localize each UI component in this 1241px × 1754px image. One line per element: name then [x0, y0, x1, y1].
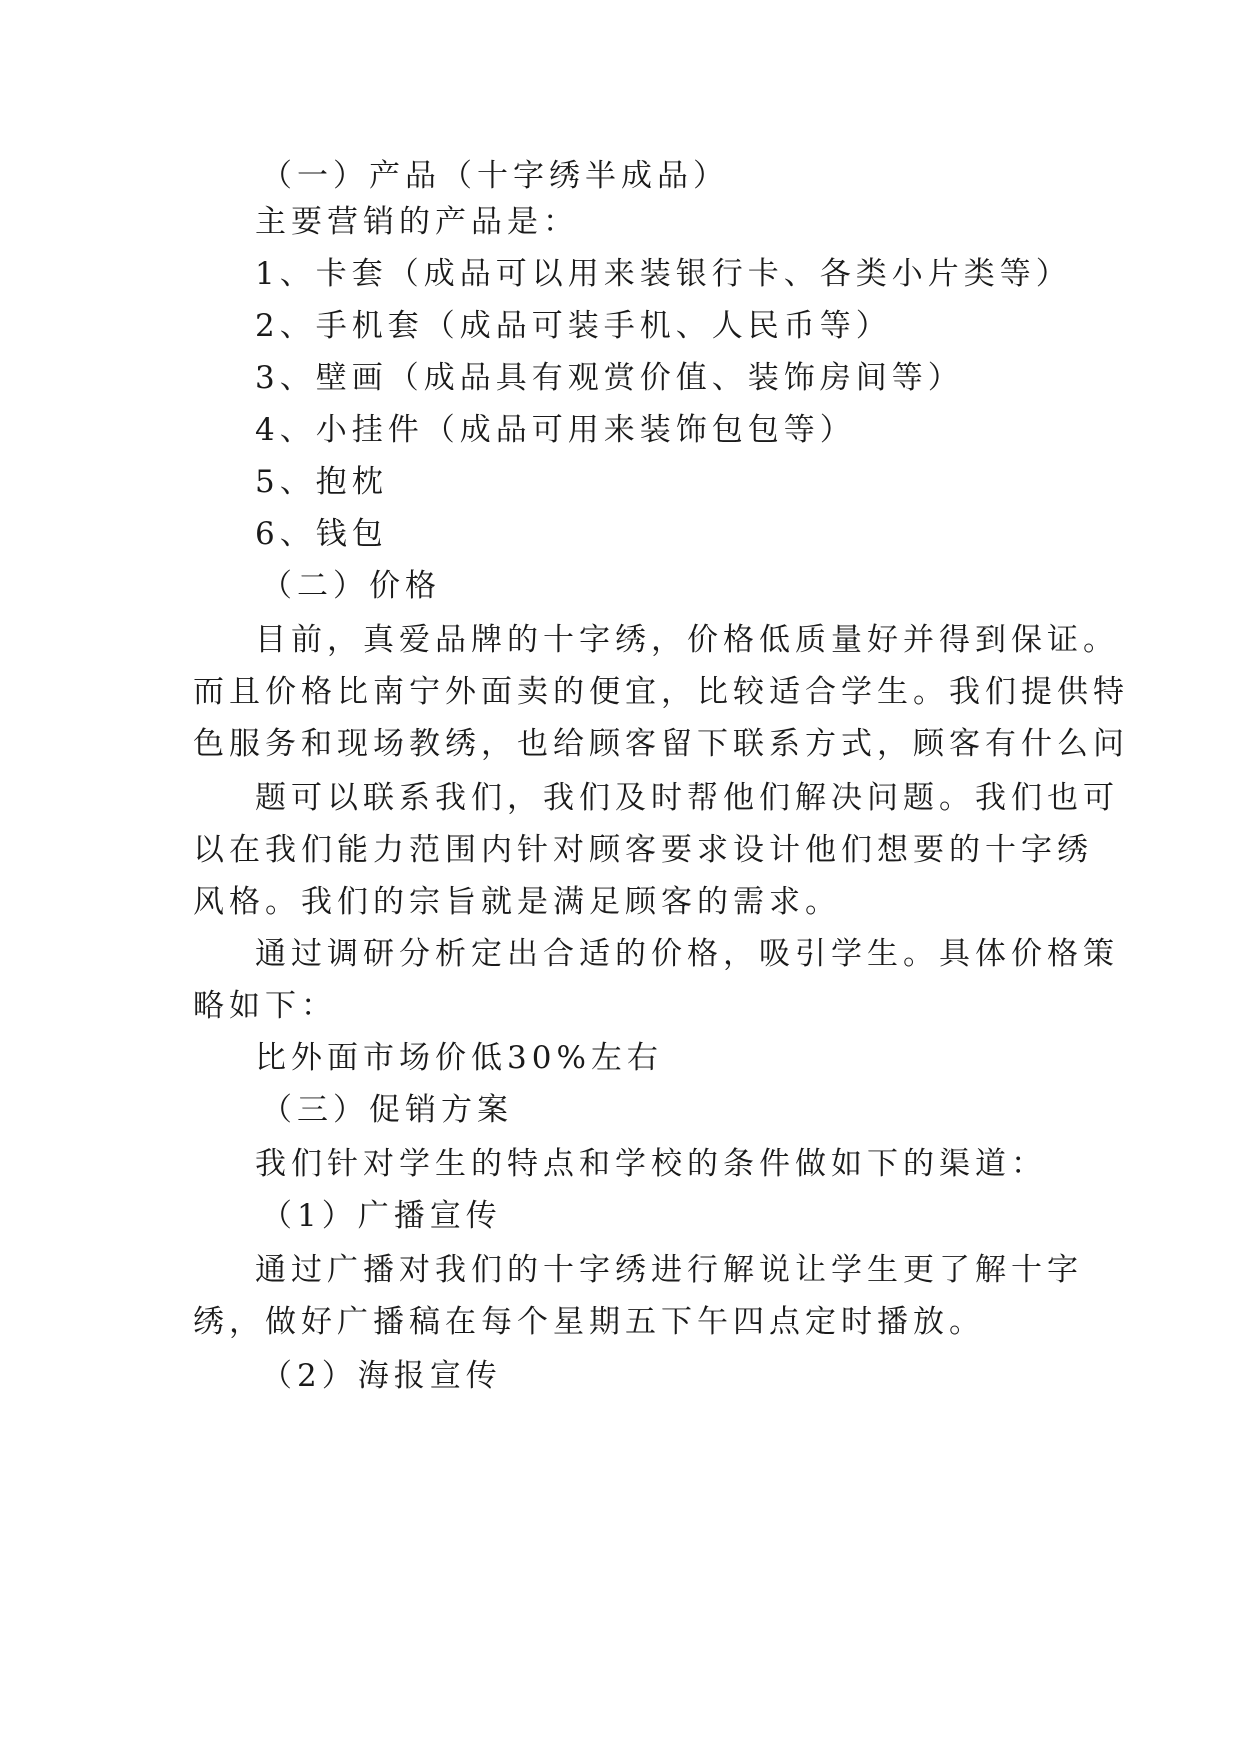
paragraph-line: 通过广播对我们的十字绣进行解说让学生更了解十字 — [255, 1252, 1083, 1288]
paragraph-line: 色服务和现场教绣，也给顾客留下联系方式，顾客有什么问 — [193, 726, 1129, 762]
heading-price: （二）价格 — [261, 568, 441, 604]
paragraph-line: 目前，真爱品牌的十字绣，价格低质量好并得到保证。 — [255, 622, 1119, 658]
list-item-card-holder: 1、卡套（成品可以用来装银行卡、各类小片类等） — [255, 256, 1072, 292]
paragraph-channels: 我们针对学生的特点和学校的条件做如下的渠道： — [255, 1146, 1047, 1182]
heading-poster: （2）海报宣传 — [261, 1358, 502, 1394]
paragraph-line: 略如下： — [193, 988, 337, 1024]
paragraph-products-intro: 主要营销的产品是： — [255, 204, 579, 240]
paragraph-price-strategy: 比外面市场价低30%左右 — [255, 1040, 663, 1076]
paragraph-line: 风格。我们的宗旨就是满足顾客的需求。 — [193, 884, 841, 920]
list-item-wallet: 6、钱包 — [255, 516, 388, 552]
heading-broadcast: （1）广播宣传 — [261, 1198, 502, 1234]
list-item-phone-case: 2、手机套（成品可装手机、人民币等） — [255, 308, 892, 344]
heading-product: （一）产品（十字绣半成品） — [261, 158, 729, 194]
list-item-pillow: 5、抱枕 — [255, 464, 388, 500]
heading-promotion: （三）促销方案 — [261, 1092, 513, 1128]
paragraph-line: 而且价格比南宁外面卖的便宜，比较适合学生。我们提供特 — [193, 674, 1129, 710]
paragraph-line: 题可以联系我们，我们及时帮他们解决问题。我们也可 — [255, 780, 1119, 816]
paragraph-line: 通过调研分析定出合适的价格，吸引学生。具体价格策 — [255, 936, 1119, 972]
paragraph-line: 以在我们能力范围内针对顾客要求设计他们想要的十字绣 — [193, 832, 1093, 868]
paragraph-line: 绣，做好广播稿在每个星期五下午四点定时播放。 — [193, 1304, 985, 1340]
list-item-pendant: 4、小挂件（成品可用来装饰包包等） — [255, 412, 856, 448]
list-item-mural: 3、壁画（成品具有观赏价值、装饰房间等） — [255, 360, 964, 396]
